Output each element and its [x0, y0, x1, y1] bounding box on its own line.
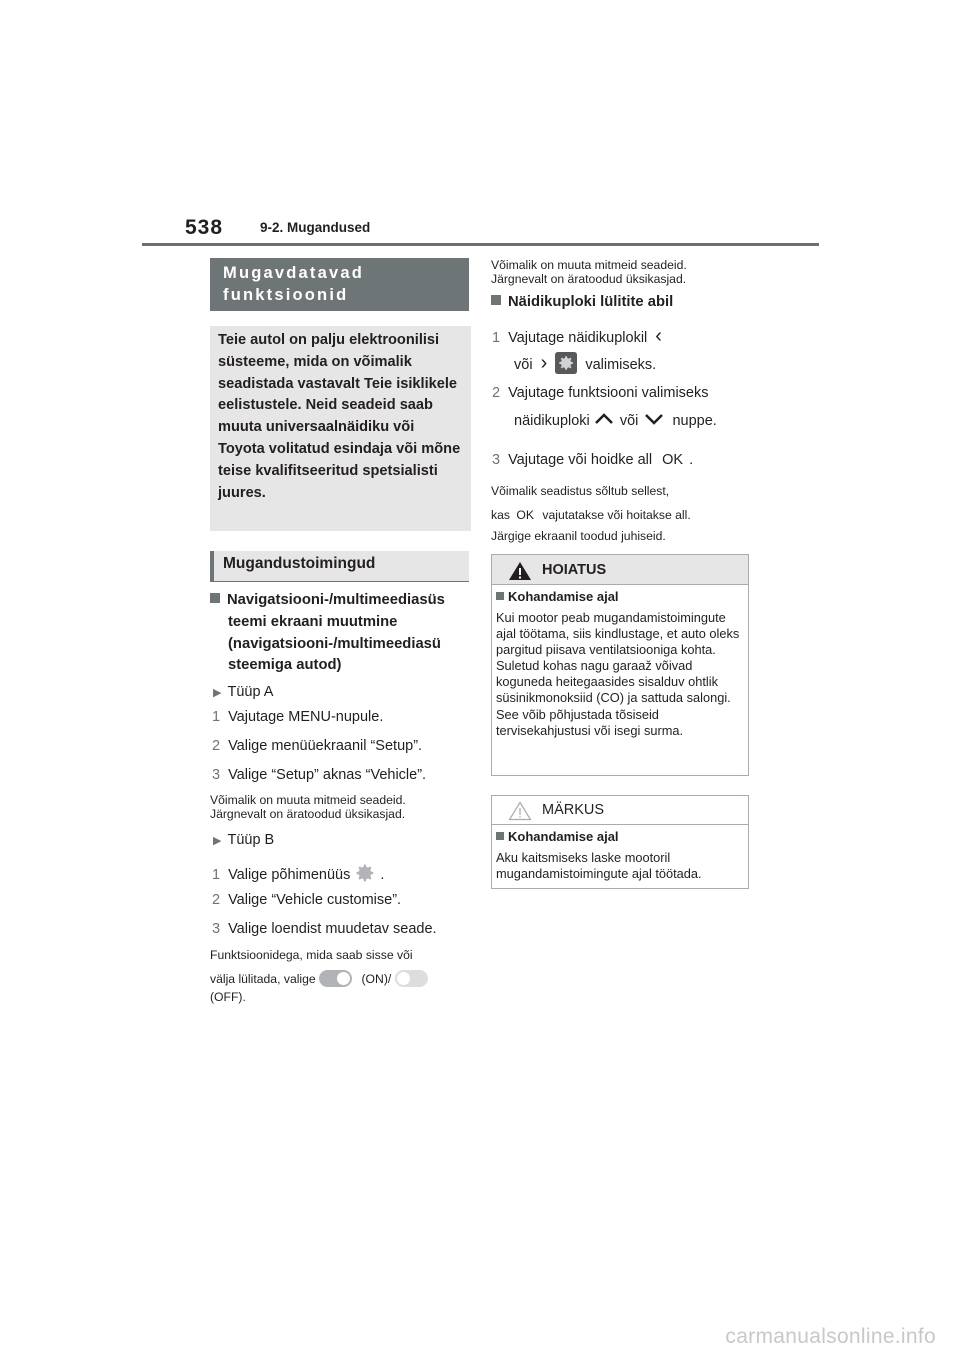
ok-button-label: OK: [662, 452, 684, 468]
toggle-note: Funktsioonidega, mida saab sisse või välja lülitada, valige (ON)/ (OFF).: [210, 948, 428, 1004]
intro-box: [210, 326, 471, 531]
warning-title: HOIATUS: [542, 562, 607, 578]
type-b-step-1: 1 Valige põhimenüüs .: [212, 862, 384, 884]
type-b-label: ▶ Tüüp B: [213, 832, 275, 848]
square-bullet-icon: [496, 832, 504, 840]
meter-info: Võimalik seadistus sõltub sellest, kas OK vajutatakse või hoitakse all. Järgige ekraanil toodud juhiseid.: [491, 484, 691, 543]
sub-banner-title: Mugandustoimingud: [223, 555, 376, 572]
toggle-off-icon: [395, 970, 428, 987]
type-a-step-1: 1 Vajutage MENU-nupule.: [212, 709, 384, 725]
page-number: 538: [185, 216, 224, 239]
gear-icon: [354, 862, 376, 884]
chevron-left-icon: ‹: [655, 325, 662, 347]
nav-heading-line-4: steemiga autod): [228, 657, 342, 674]
right-intro-note: Võimalik on muuta mitmeid seadeid. Järgnevalt on äratoodud üksikasjad.: [491, 258, 687, 286]
chevron-right-icon: ›: [540, 352, 548, 374]
type-a-step-2: 2 Valige menüüekraanil “Setup”.: [212, 738, 423, 754]
notice-body: Aku kaitsmiseks laske mootoril mugandamistoimingute ajal töötada.: [496, 850, 702, 882]
warning-body: Kui mootor peab mugandamistoimingute ajal töötama, siis kindlustage, et auto oleks pargitud piisava ventilatsiooniga kohta. Suletud kohas nagu garaaž võivad koguneda heitegaasides sisalduv ohtlik süsinikmonoksiid (CO) ja sattuda salongi. See võib põhjustada tõsiseid tervisekahjustusi või isegi surma.: [496, 610, 740, 738]
square-bullet-icon: [491, 295, 501, 305]
header-rule: [142, 243, 819, 246]
square-bullet-icon: [210, 593, 220, 603]
meter-step-2: 2 Vajutage funktsiooni valimiseks: [492, 385, 709, 401]
meter-step-2-cont: näidikuploki või nuppe.: [514, 413, 717, 429]
notice-title: MÄRKUS: [542, 802, 605, 818]
warning-subheading: Kohandamise ajal: [496, 589, 619, 604]
watermark: carmanualsonline.info: [725, 1325, 936, 1348]
nav-heading-line-1: Navigatsiooni-/multimeediasüs: [210, 590, 480, 612]
notice-header: [492, 796, 748, 825]
notice-triangle-icon: [508, 801, 532, 821]
chevron-up-icon: [594, 413, 614, 425]
settings-gear-icon: [555, 352, 577, 374]
notice-subheading: Kohandamise ajal: [496, 829, 619, 844]
type-a-step-3: 3 Valige “Setup” aknas “Vehicle”.: [212, 767, 427, 783]
feature-banner: [210, 258, 469, 311]
nav-heading-line-2: teemi ekraani muutmine: [228, 613, 398, 630]
notice-box: [491, 795, 749, 889]
intro-text: Teie autol on palju elektroonilisi süsteeme, mida on võimalik seadistada vastavalt Teie isiklikele eelistustele. Neid seadeid saab muuta universaalnäidiku või Toyota volitatud esindaja või mõne teise kvalifitseeritud spetsialisti juures.: [218, 332, 461, 501]
meter-step-1-cont: või › valimiseks.: [514, 352, 657, 374]
nav-heading: [210, 590, 480, 677]
type-a-label: ▶ Tüüp A: [213, 684, 274, 700]
warning-triangle-icon: [508, 561, 532, 581]
sub-banner: [210, 551, 469, 581]
warning-box: [491, 554, 749, 776]
meter-step-3: 3 Vajutage või hoidke all OK .: [492, 452, 694, 468]
type-b-step-3: 3 Valige loendist muudetav seade.: [212, 921, 437, 937]
nav-heading-line-3: (navigatsiooni-/multimeediasü: [228, 635, 441, 652]
meter-step-1: 1 Vajutage näidikuplokil ‹: [492, 325, 662, 347]
triangle-bullet-icon: ▶: [213, 687, 222, 699]
sub-banner-rule: [210, 581, 469, 582]
chevron-down-icon: [644, 413, 664, 425]
type-b-step-2: 2 Valige “Vehicle customise”.: [212, 892, 402, 908]
feature-banner-title: Mugavdatavad funktsioonid: [223, 264, 365, 304]
warning-header: [492, 555, 748, 585]
square-bullet-icon: [496, 592, 504, 600]
section-title: 9-2. Mugandused: [260, 220, 371, 235]
meter-heading: Näidikuploki lülitite abil: [491, 292, 673, 314]
toggle-on-icon: [319, 970, 352, 987]
type-a-note: Võimalik on muuta mitmeid seadeid. Järgnevalt on äratoodud üksikasjad.: [210, 793, 406, 821]
ok-button-label: OK: [516, 508, 534, 522]
triangle-bullet-icon: ▶: [213, 835, 222, 847]
